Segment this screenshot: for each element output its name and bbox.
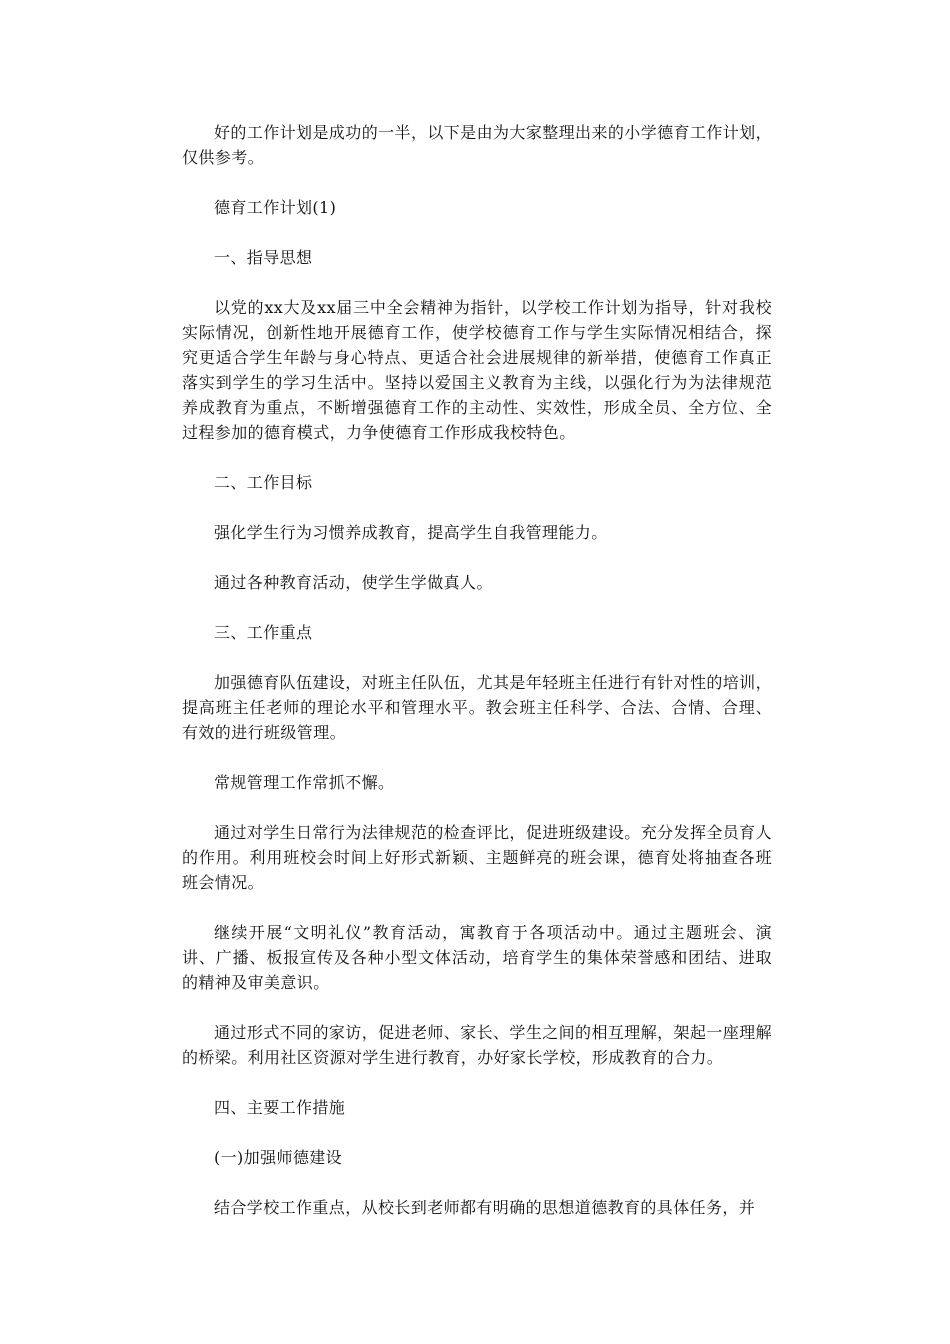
paragraph: 加强德育队伍建设，对班主任队伍，尤其是年轻班主任进行有针对性的培训，提高班主任老师的理论水平和管理水平。教会班主任科学、合法、合情、合理、有效的进行班级管理。 [182,673,772,742]
paragraph: 结合学校工作重点，从校长到老师都有明确的思想道德教育的具体任务，并 [214,1198,756,1217]
paragraph: 通过形式不同的家访，促进老师、家长、学生之间的相互理解，架起一座理解的桥梁。利用社区资源对学生进行教育，办好家长学校，形成教育的合力。 [182,1023,772,1067]
paragraph: 继续开展“文明礼仪”教育活动，寓教育于各项活动中。通过主题班会、演讲、广播、板报宣传及各种小型文体活动，培育学生的集体荣誉感和团结、进取的精神及审美意识。 [182,923,772,992]
paragraph: 通过各种教育活动，使学生学做真人。 [214,573,493,592]
section-heading-work-focus: 三、工作重点 [214,623,313,642]
paragraph: 通过对学生日常行为法律规范的检查评比，促进班级建设。充分发挥全员育人的作用。利用班校会时间上好形式新颖、主题鲜亮的班会课，德育处将抽查各班班会情况。 [182,823,772,892]
paragraph: 以党的xx大及xx届三中全会精神为指针，以学校工作计划为指导，针对我校实际情况，创新性地开展德育工作，使学校德育工作与学生实际情况相结合，探究更适合学生年龄与身心特点、更适合社会进展规律的新举措，使德育工作真正落实到学生的学习生活中。坚持以爱国主义教育为主线，以强化行为为法律规范养成教育为重点，不断增强德育工作的主动性、实效性，形成全员、全方位、全过程参加的德育模式，力争使德育工作形成我校特色。 [182,298,772,442]
intro-paragraph: 好的工作计划是成功的一半，以下是由为大家整理出来的小学德育工作计划，仅供参考。 [182,123,772,167]
plan-title: 德育工作计划(1) [214,198,337,217]
section-heading-main-measures: 四、主要工作措施 [214,1098,346,1117]
paragraph: 常规管理工作常抓不懈。 [214,773,395,792]
paragraph: 强化学生行为习惯养成教育，提高学生自我管理能力。 [214,523,608,542]
document-body [182,120,772,1245]
section-heading-work-goals: 二、工作目标 [214,473,313,492]
section-heading-guiding-ideology: 一、指导思想 [214,248,313,267]
subsection-heading-teacher-ethics: (一)加强师德建设 [214,1148,343,1167]
